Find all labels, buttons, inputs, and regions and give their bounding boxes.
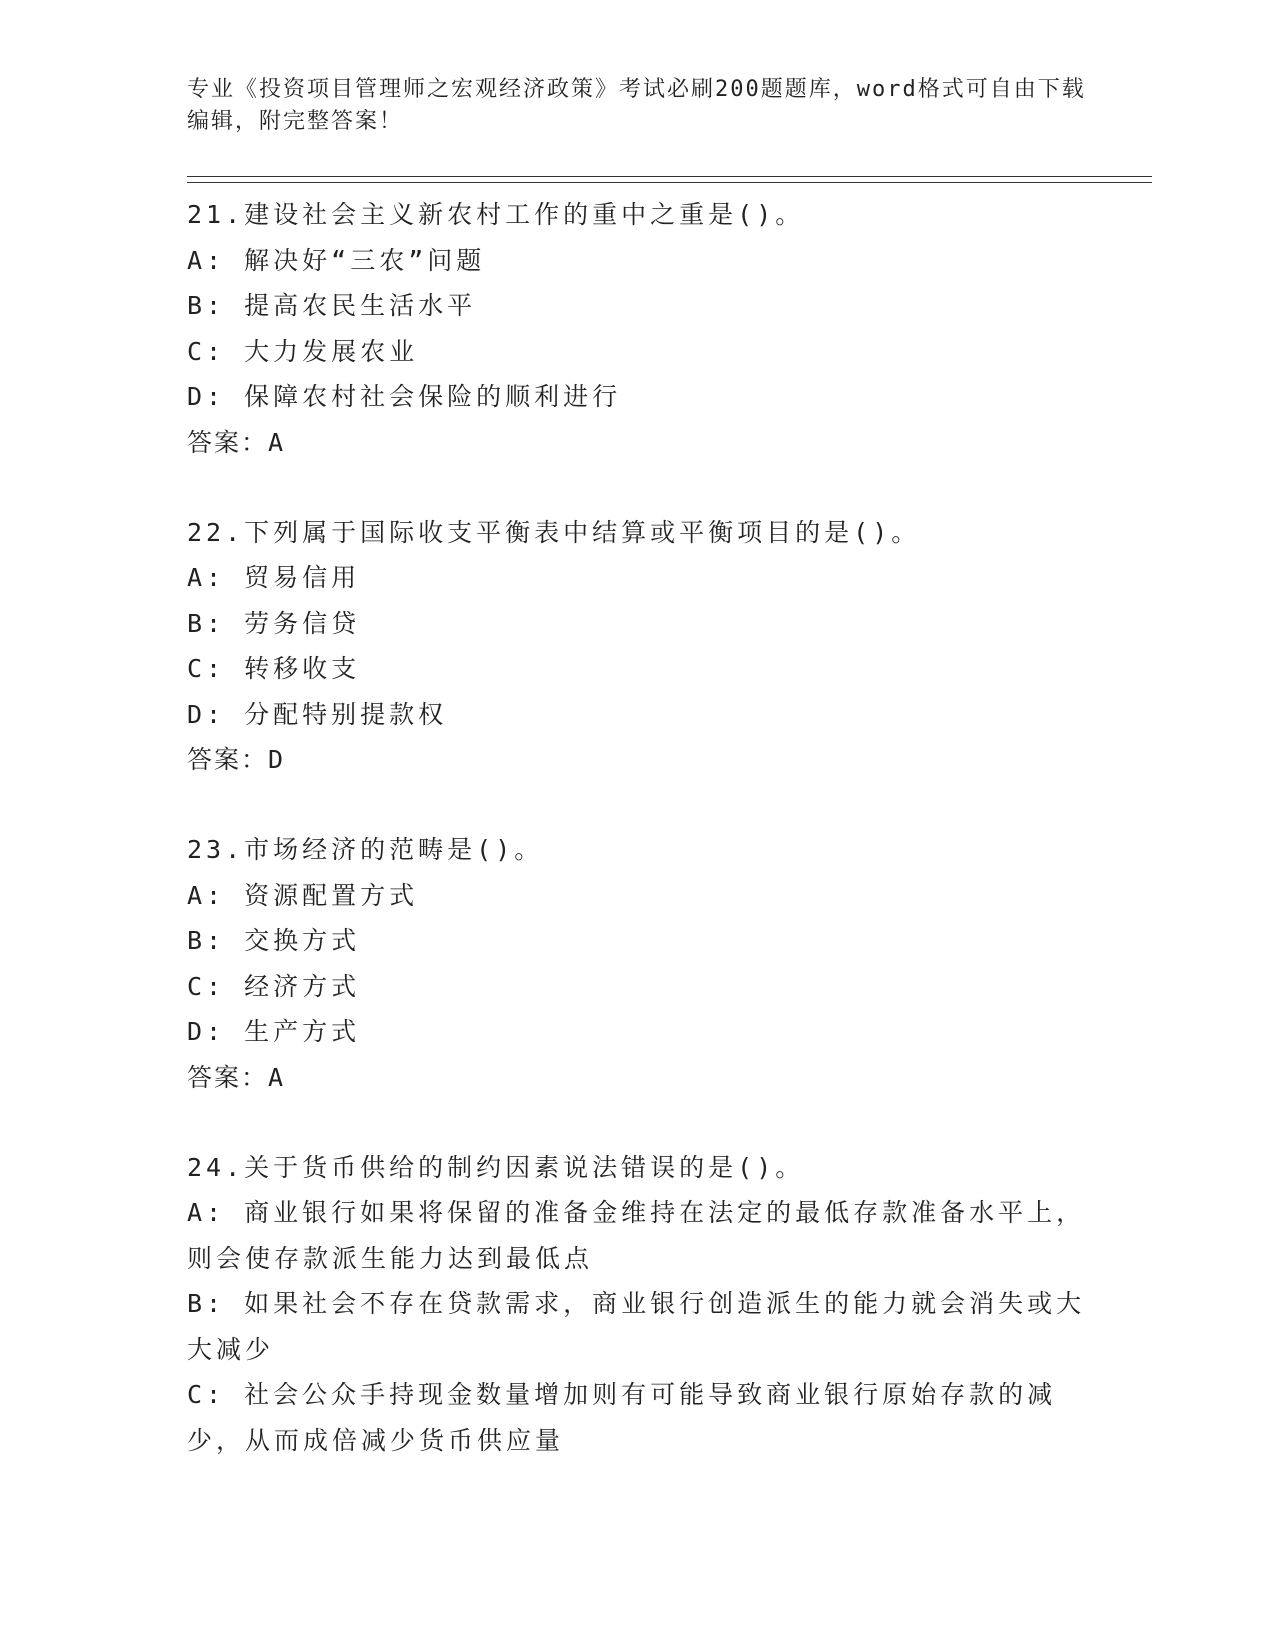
option-text: 商业银行如果将保留的准备金维持在法定的最低存款准备水平上，则会使存款派生能力达到最低点 [187, 1198, 1086, 1273]
option-text: 解决好“三农”问题 [244, 245, 486, 275]
option-a [187, 555, 1087, 601]
question-stem: 22.下列属于国际收支平衡表中结算或平衡项目的是()。 [187, 517, 921, 547]
option-b [187, 918, 1087, 964]
option-label: C: [187, 1380, 226, 1409]
option-text: 提高农民生活水平 [244, 291, 477, 320]
option-text: 转移收支 [244, 654, 361, 683]
option-text: 如果社会不存在贷款需求，商业银行创造派生的能力就会消失或大大减少 [187, 1289, 1086, 1364]
option-label: A: [187, 245, 226, 275]
question-21 [187, 192, 1087, 466]
option-text: 劳务信贷 [244, 608, 361, 638]
option-b [187, 1281, 1087, 1372]
option-text: 贸易信用 [244, 563, 361, 592]
option-text: 交换方式 [244, 926, 361, 955]
answer-label: 答案： [187, 1062, 269, 1092]
option-c [187, 964, 1087, 1010]
option-c [187, 1372, 1087, 1463]
answer-label: 答案： [187, 745, 269, 774]
answer-line [187, 737, 1087, 783]
question-list [187, 192, 1087, 1463]
answer-value: A [268, 427, 286, 457]
question-24 [187, 1145, 1087, 1464]
option-label: C: [187, 336, 226, 366]
document-header: 专业《投资项目管理师之宏观经济政策》考试必刷200题题库，word格式可自由下载编辑，附完整答案！ [187, 77, 1086, 134]
option-a [187, 238, 1087, 284]
option-label: A: [187, 1198, 226, 1227]
answer-label: 答案： [187, 427, 269, 457]
option-c [187, 329, 1087, 375]
option-text: 经济方式 [244, 971, 361, 1001]
option-b [187, 283, 1087, 329]
option-text: 保障农村社会保险的顺利进行 [244, 382, 622, 411]
option-d [187, 692, 1087, 738]
option-d [187, 1009, 1087, 1055]
option-label: D: [187, 382, 226, 411]
option-c [187, 646, 1087, 692]
option-label: C: [187, 971, 226, 1001]
answer-line [187, 1055, 1087, 1101]
option-b [187, 601, 1087, 647]
question-stem: 23.市场经济的范畴是()。 [187, 835, 544, 864]
option-text: 大力发展农业 [244, 336, 419, 366]
question-22 [187, 510, 1087, 784]
option-label: C: [187, 654, 226, 683]
option-label: B: [187, 291, 226, 320]
answer-line [187, 420, 1087, 466]
option-text: 社会公众手持现金数量增加则有可能导致商业银行原始存款的减少，从而成倍减少货币供应量 [187, 1380, 1057, 1455]
answer-value: D [268, 745, 286, 774]
option-label: B: [187, 926, 226, 955]
header-rule-top [187, 176, 1152, 177]
question-23 [187, 827, 1087, 1101]
option-text: 资源配置方式 [244, 880, 419, 910]
header-rule-bottom [187, 182, 1152, 183]
question-stem: 21.建设社会主义新农村工作的重中之重是()。 [187, 200, 805, 229]
option-label: A: [187, 880, 226, 910]
option-label: D: [187, 699, 226, 729]
option-label: A: [187, 563, 226, 592]
option-a [187, 1190, 1087, 1281]
option-a [187, 873, 1087, 919]
option-label: B: [187, 1289, 226, 1318]
option-label: B: [187, 608, 226, 638]
question-stem: 24.关于货币供给的制约因素说法错误的是()。 [187, 1152, 805, 1182]
option-text: 分配特别提款权 [244, 699, 448, 729]
option-d [187, 374, 1087, 420]
answer-value: A [268, 1062, 286, 1092]
option-label: D: [187, 1017, 226, 1046]
option-text: 生产方式 [244, 1017, 361, 1046]
